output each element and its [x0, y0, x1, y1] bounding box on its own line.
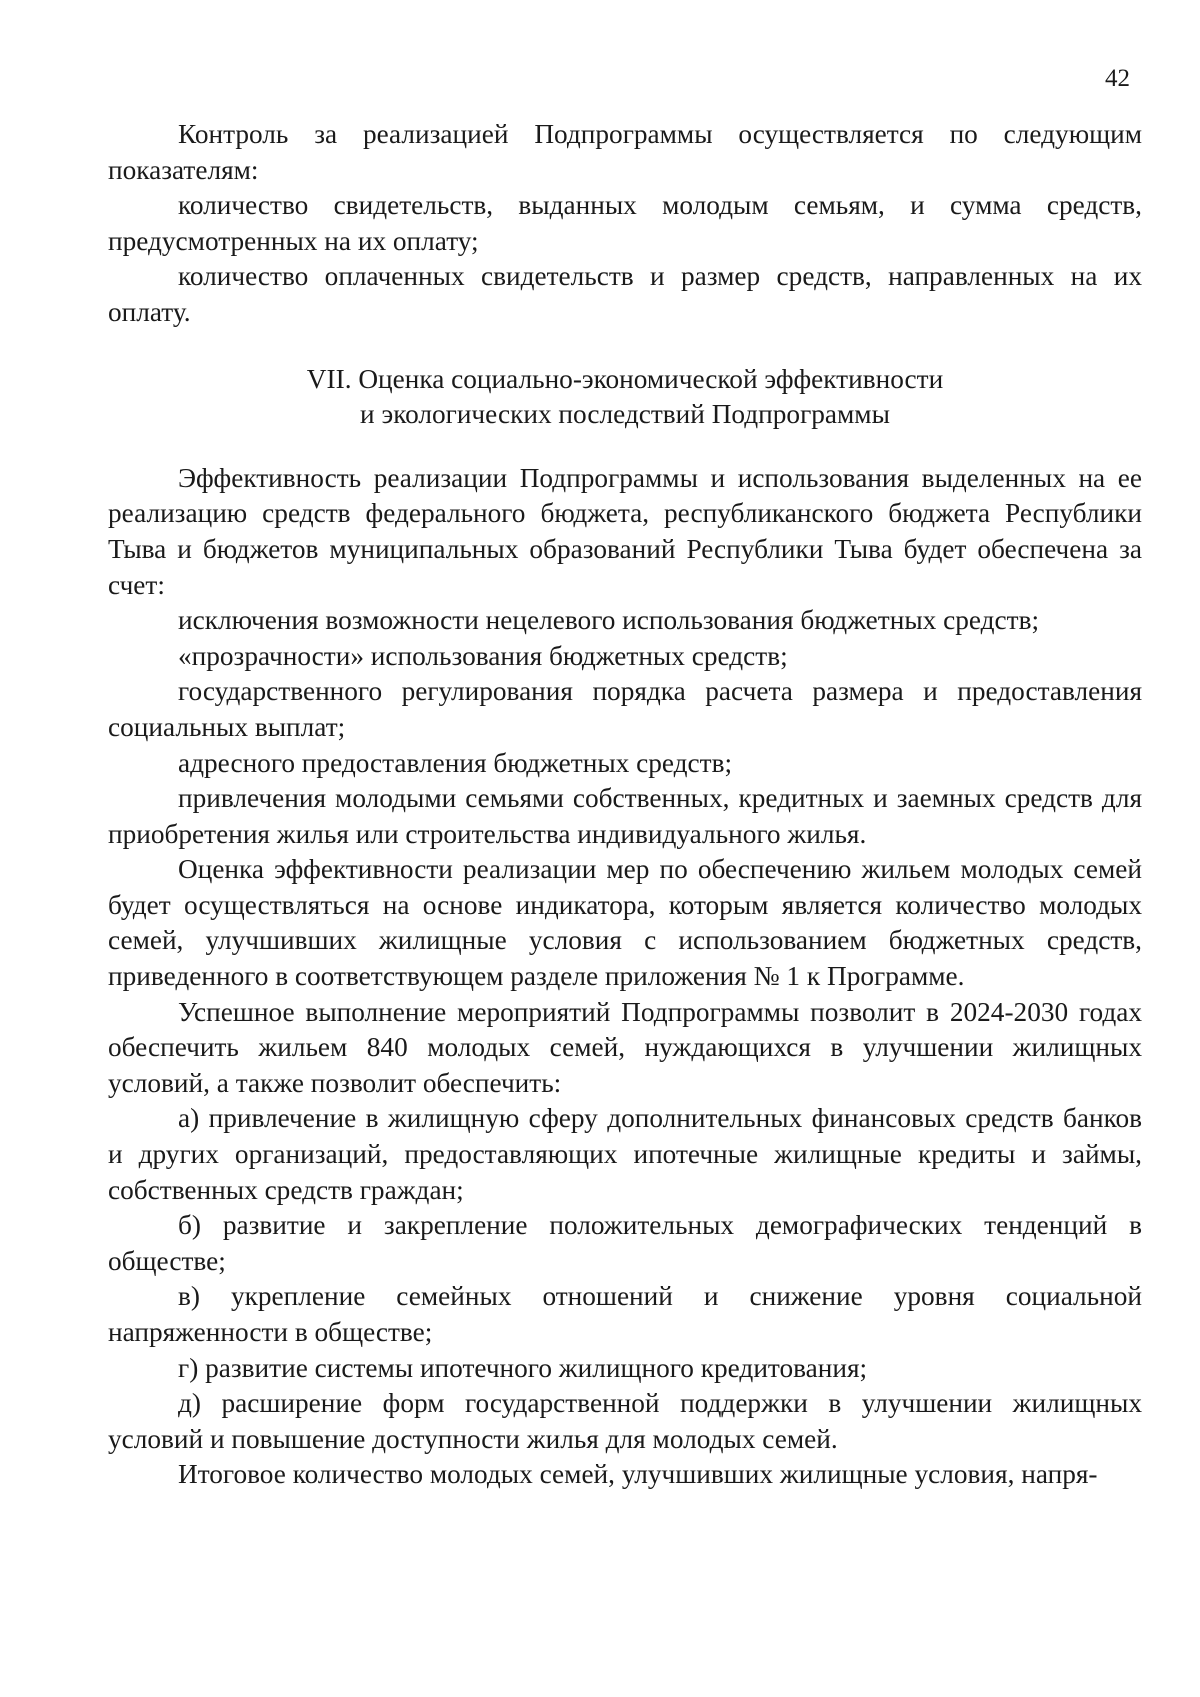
list-item: исключения возможности нецелевого использования бюджетных средств; [178, 605, 1040, 636]
paragraph: Оценка эффективности реализации мер по обеспечению жильем молодых семей будет осуществляться на основе индикатора, которым является количество молодых семей, улучшивших жилищные условия с использованием бюджетных средств, приведенного в соответствующем разделе приложения № 1 к Программе. [108, 854, 1142, 992]
list-item: государственного регулирования порядка расчета размера и предоставления социальных выплат; [108, 676, 1142, 742]
section-heading-line: и экологических последствий Подпрограммы [360, 399, 890, 430]
body-text [108, 117, 1142, 1493]
list-item: б) развитие и закрепление положительных демографических тенденций в обществе; [108, 1210, 1142, 1276]
paragraph: количество свидетельств, выданных молодым семьям, и сумма средств, предусмотренных на их оплату; [108, 190, 1142, 256]
paragraph: количество оплаченных свидетельств и размер средств, направленных на их оплату. [108, 261, 1142, 327]
page-number: 42 [1105, 65, 1130, 92]
section-heading [108, 362, 1142, 433]
list-item: г) развитие системы ипотечного жилищного кредитования; [178, 1352, 868, 1383]
list-item: а) привлечение в жилищную сферу дополнительных финансовых средств банков и других организаций, предоставляющих ипотечные жилищные кредиты и займы, собственных средств граждан; [108, 1103, 1142, 1205]
list-item: в) укрепление семейных отношений и снижение уровня социальной напряженности в обществе; [108, 1281, 1142, 1347]
list-item: д) расширение форм государственной поддержки в улучшении жилищных условий и повышение доступности жилья для молодых семей. [108, 1388, 1142, 1454]
section-heading-line: VII. Оценка социально-экономической эффективности [306, 363, 944, 394]
list-item: адресного предоставления бюджетных средств; [178, 747, 733, 778]
paragraph: Контроль за реализацией Подпрограммы осуществляется по следующим показателям: [108, 119, 1142, 185]
paragraph: Итоговое количество молодых семей, улучшивших жилищные условия, напря- [178, 1459, 1098, 1490]
paragraph: Успешное выполнение мероприятий Подпрограммы позволит в 2024-2030 годах обеспечить жильем 840 молодых семей, нуждающихся в улучшении жилищных условий, а также позволит обеспечить: [108, 996, 1142, 1098]
list-item: привлечения молодыми семьями собственных, кредитных и заемных средств для приобретения жилья или строительства индивидуального жилья. [108, 783, 1142, 849]
paragraph: Эффективность реализации Подпрограммы и использования выделенных на ее реализацию средств федерального бюджета, республиканского бюджета Республики Тыва и бюджетов муниципальных образований Республики Тыва будет обеспечена за счет: [108, 462, 1142, 600]
list-item: «прозрачности» использования бюджетных средств; [178, 640, 788, 671]
